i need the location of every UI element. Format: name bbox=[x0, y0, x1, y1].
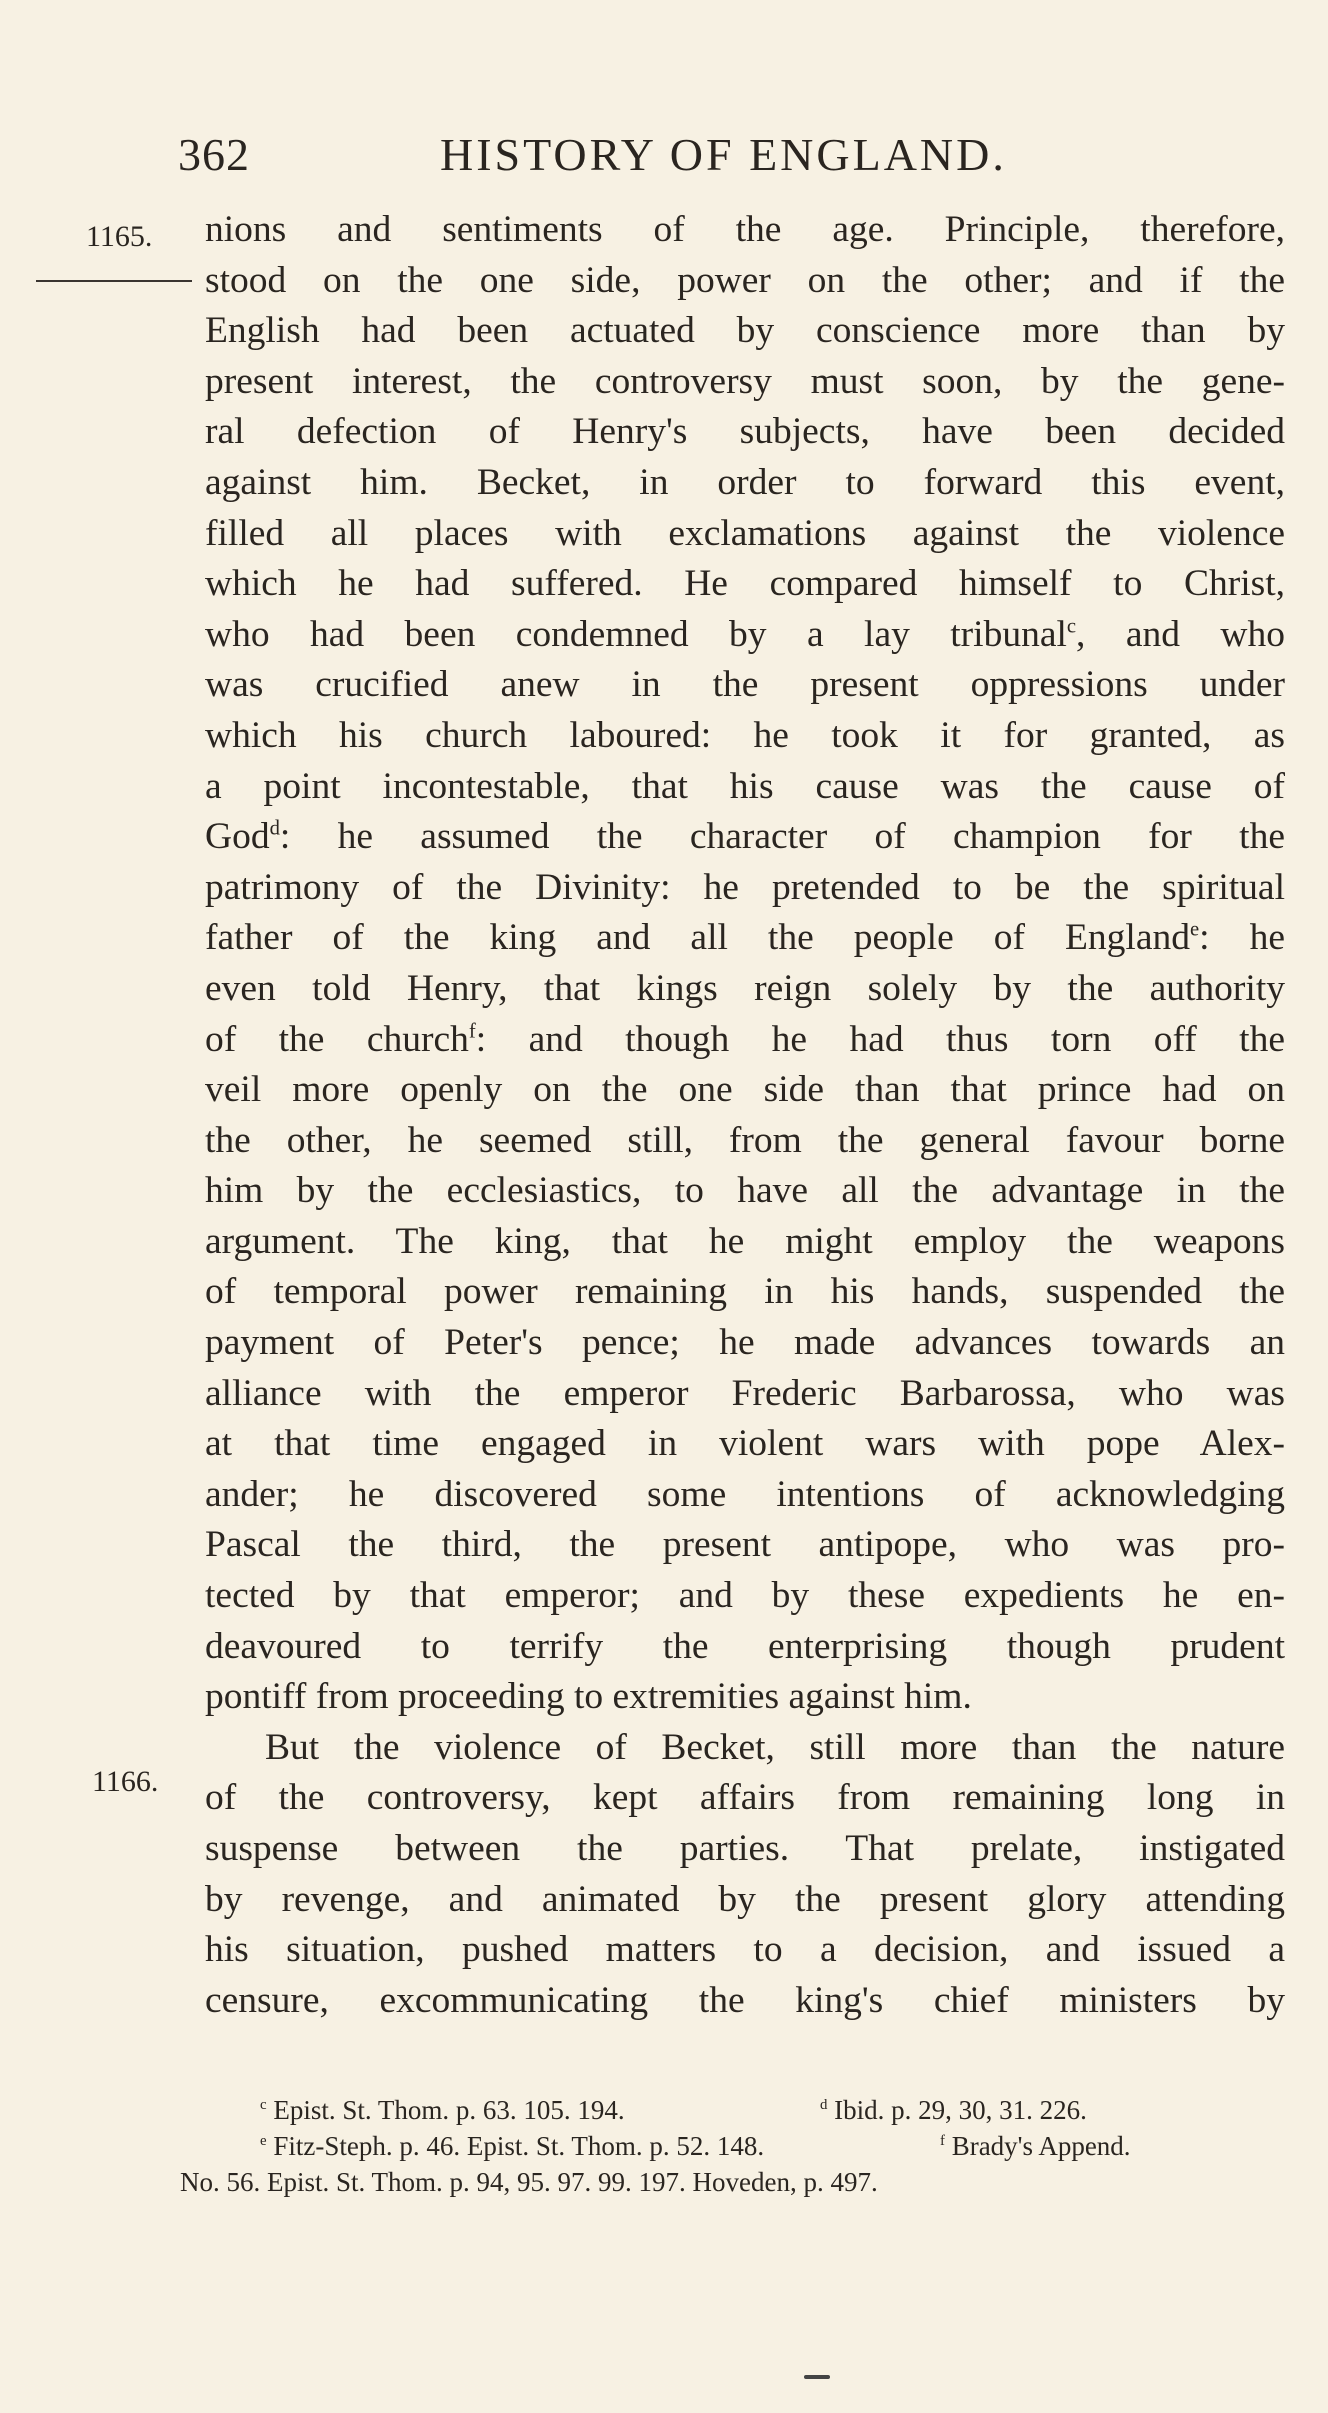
text-line: tected by that emperor; and by these expedients he en- bbox=[205, 1575, 1285, 1617]
text-segment: : he bbox=[1199, 917, 1285, 959]
footnote-text-d: Ibid. p. 29, 30, 31. 226. bbox=[834, 2095, 1087, 2125]
page-number: 362 bbox=[178, 129, 250, 180]
text-line: stood on the one side, power on the other; and if the bbox=[205, 259, 1285, 301]
text-segment: : and though he had thus torn off the bbox=[475, 1018, 1285, 1060]
footnote-mark-d: d bbox=[820, 2097, 828, 2113]
footnote-ref-c: c bbox=[1066, 615, 1077, 638]
footnote-line bbox=[180, 2092, 1290, 2128]
text-line: argument. The king, that he might employ the weapons bbox=[205, 1220, 1285, 1262]
text-line: ral defection of Henry's subjects, have been decided bbox=[205, 411, 1285, 453]
footnote-e bbox=[180, 2128, 940, 2164]
text-line: at that time engaged in violent wars with pope Alex- bbox=[205, 1423, 1285, 1465]
running-header bbox=[178, 128, 1048, 184]
text-line: which he had suffered. He compared himself to Christ, bbox=[205, 563, 1285, 605]
footnote-ref-e: e bbox=[1189, 918, 1200, 941]
text-line: But the violence of Becket, still more than the nature bbox=[265, 1726, 1285, 1768]
text-segment: , and who bbox=[1076, 613, 1285, 655]
text-line: veil more openly on the one side than that prince had on bbox=[205, 1069, 1285, 1111]
text-line: filled all places with exclamations against the violence bbox=[205, 512, 1285, 554]
text-segment: who had been condemned by a lay tribunal bbox=[205, 613, 1067, 655]
text-line: suspense between the parties. That prelate, instigated bbox=[205, 1828, 1285, 1869]
body-text bbox=[205, 205, 1285, 2026]
text-line: even told Henry, that kings reign solely by the authority bbox=[205, 967, 1285, 1009]
margin-date-1165: 1165. bbox=[86, 220, 153, 253]
text-line: English had been actuated by conscience more than by bbox=[205, 310, 1285, 352]
footnote-ref-f: f bbox=[468, 1020, 476, 1042]
text-line: present interest, the controversy must soon, by the gene- bbox=[205, 360, 1285, 402]
text-line: his situation, pushed matters to a decision, and issued a bbox=[205, 1929, 1285, 1971]
text-line: by revenge, and animated by the present glory attending bbox=[205, 1878, 1285, 1920]
footnote-text-f: Brady's Append. bbox=[951, 2131, 1131, 2161]
text-line: pontiff from proceeding to extremities against him. bbox=[205, 1676, 972, 1718]
text-line bbox=[205, 1015, 1285, 1066]
text-segment: : he assumed the character of champion for the bbox=[279, 816, 1285, 858]
text-line: of the controversy, kept affairs from remaining long in bbox=[205, 1777, 1285, 1819]
text-line bbox=[205, 610, 1285, 661]
print-mark bbox=[804, 2375, 830, 2379]
footnote-c bbox=[180, 2092, 820, 2128]
text-line: patrimony of the Divinity: he pretended to be the spiritual bbox=[205, 866, 1285, 908]
footnote-mark-c: c bbox=[260, 2097, 267, 2113]
footnotes bbox=[180, 2092, 1290, 2200]
margin-date-1166: 1166. bbox=[92, 1765, 159, 1798]
footnote-mark-e: e bbox=[260, 2133, 267, 2149]
text-line: which his church laboured: he took it for granted, as bbox=[205, 714, 1285, 756]
text-line: deavoured to terrify the enterprising though prudent bbox=[205, 1625, 1285, 1667]
text-line: alliance with the emperor Frederic Barbarossa, who was bbox=[205, 1372, 1285, 1414]
text-line: payment of Peter's pence; he made advances towards an bbox=[205, 1322, 1285, 1364]
footnote-f bbox=[940, 2128, 1131, 2164]
footnote-d bbox=[820, 2092, 1087, 2128]
text-line bbox=[205, 913, 1285, 964]
text-line: him by the ecclesiastics, to have all the advantage in the bbox=[205, 1170, 1285, 1212]
footnote-text-e: Fitz-Steph. p. 46. Epist. St. Thom. p. 52. 148. bbox=[273, 2131, 765, 2161]
footnote-line bbox=[180, 2128, 1290, 2164]
text-line: the other, he seemed still, from the general favour borne bbox=[205, 1119, 1285, 1161]
footnote-continuation: No. 56. Epist. St. Thom. p. 94, 95. 97. 99. 197. Hoveden, p. 497. bbox=[180, 2167, 878, 2197]
text-line bbox=[205, 812, 1285, 863]
footnote-mark-f: f bbox=[940, 2133, 945, 2149]
text-line: ander; he discovered some intentions of acknowledging bbox=[205, 1473, 1285, 1515]
text-line: Pascal the third, the present antipope, who was pro- bbox=[205, 1524, 1285, 1566]
text-line: nions and sentiments of the age. Principle, therefore, bbox=[205, 209, 1285, 250]
text-segment: of the church bbox=[205, 1018, 469, 1060]
text-line: against him. Becket, in order to forward this event, bbox=[205, 461, 1285, 503]
footnote-text-c: Epist. St. Thom. p. 63. 105. 194. bbox=[273, 2095, 625, 2125]
running-title: HISTORY OF ENGLAND. bbox=[440, 129, 1007, 180]
text-segment: God bbox=[205, 816, 270, 858]
text-line: was crucified anew in the present oppressions under bbox=[205, 664, 1285, 706]
text-segment: father of the king and all the people of England bbox=[205, 917, 1190, 959]
text-line: censure, excommunicating the king's chief ministers by bbox=[205, 1979, 1285, 2021]
footnote-ref-d: d bbox=[269, 817, 280, 840]
text-line: of temporal power remaining in his hands, suspended the bbox=[205, 1271, 1285, 1313]
footnote-line bbox=[180, 2164, 1290, 2200]
margin-rule bbox=[36, 280, 192, 282]
text-line: a point incontestable, that his cause was the cause of bbox=[205, 765, 1285, 807]
